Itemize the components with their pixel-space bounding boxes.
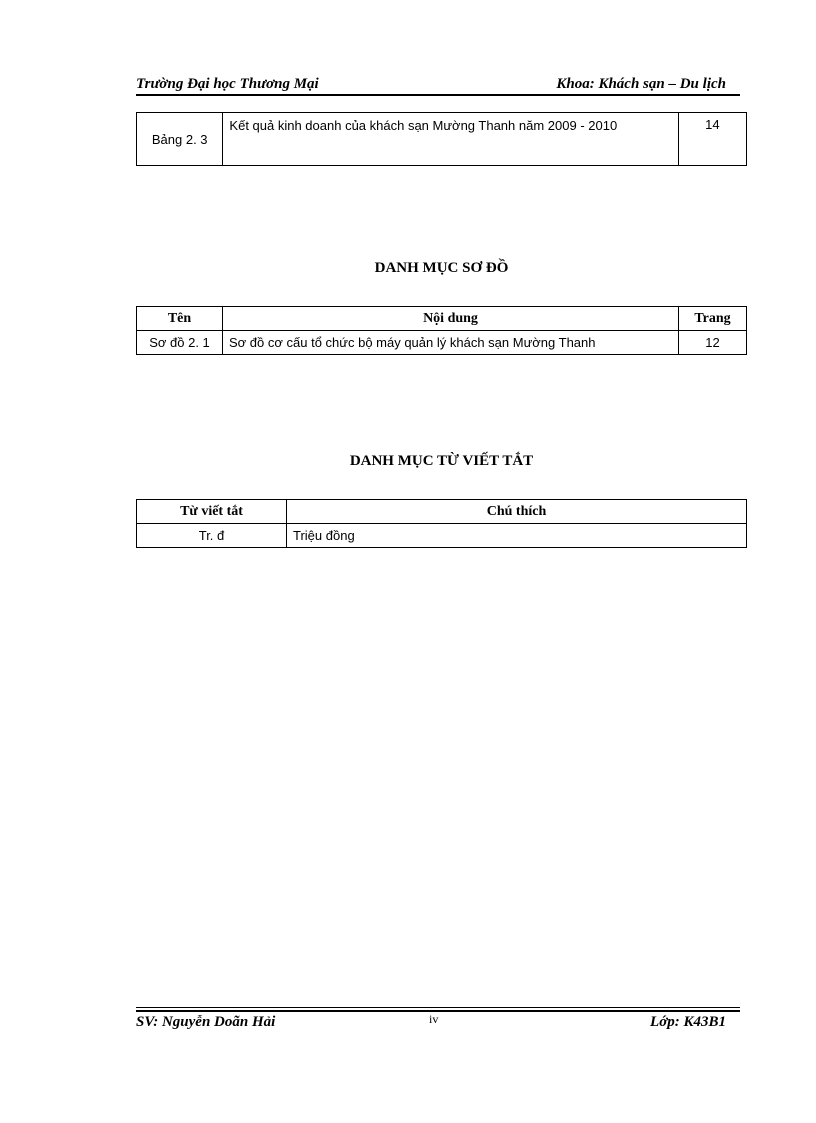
page-header: [136, 74, 740, 96]
row-noi-dung: Sơ đồ cơ cấu tổ chức bộ máy quản lý khách sạn Mường Thanh: [223, 331, 679, 355]
table-row: [137, 331, 747, 355]
footer-student: SV: Nguyễn Doãn Hải: [136, 1014, 276, 1030]
bang-table: [136, 112, 747, 166]
row-ten: Sơ đồ 2. 1: [137, 331, 223, 355]
so-do-table: [136, 306, 747, 355]
header-noi-dung: Nội dung: [223, 307, 679, 331]
table-row: [137, 524, 747, 548]
viet-tat-title: DANH MỤC TỪ VIẾT TẮT: [349, 453, 534, 469]
page-number: iv: [429, 1012, 439, 1026]
footer-divider: [136, 1007, 740, 1008]
header-ten: Tên: [137, 307, 223, 331]
header-faculty: Khoa: Khách sạn – Du lịch: [556, 76, 726, 92]
row-chu-thich: Triệu đồng: [287, 524, 747, 548]
row-noi-dung: Kết quả kinh doanh của khách sạn Mường Thanh năm 2009 - 2010: [223, 113, 678, 166]
footer-class: Lớp: K43B1: [650, 1014, 726, 1030]
table-header-row: [137, 500, 747, 524]
so-do-title: DANH MỤC SƠ ĐỒ: [374, 260, 509, 276]
header-trang: Trang: [679, 307, 747, 331]
header-tu-viet-tat: Từ viết tắt: [137, 500, 287, 524]
page-footer: [136, 1014, 740, 1034]
row-ten: Bảng 2. 3: [137, 113, 223, 166]
table-header-row: [137, 307, 747, 331]
header-chu-thich: Chú thích: [287, 500, 747, 524]
viet-tat-table: [136, 499, 747, 548]
row-trang: 12: [679, 331, 747, 355]
table-row: [137, 113, 747, 166]
row-trang: 14: [678, 113, 746, 166]
row-tu-viet-tat: Tr. đ: [137, 524, 287, 548]
header-school: Trường Đại học Thương Mại: [136, 76, 319, 92]
